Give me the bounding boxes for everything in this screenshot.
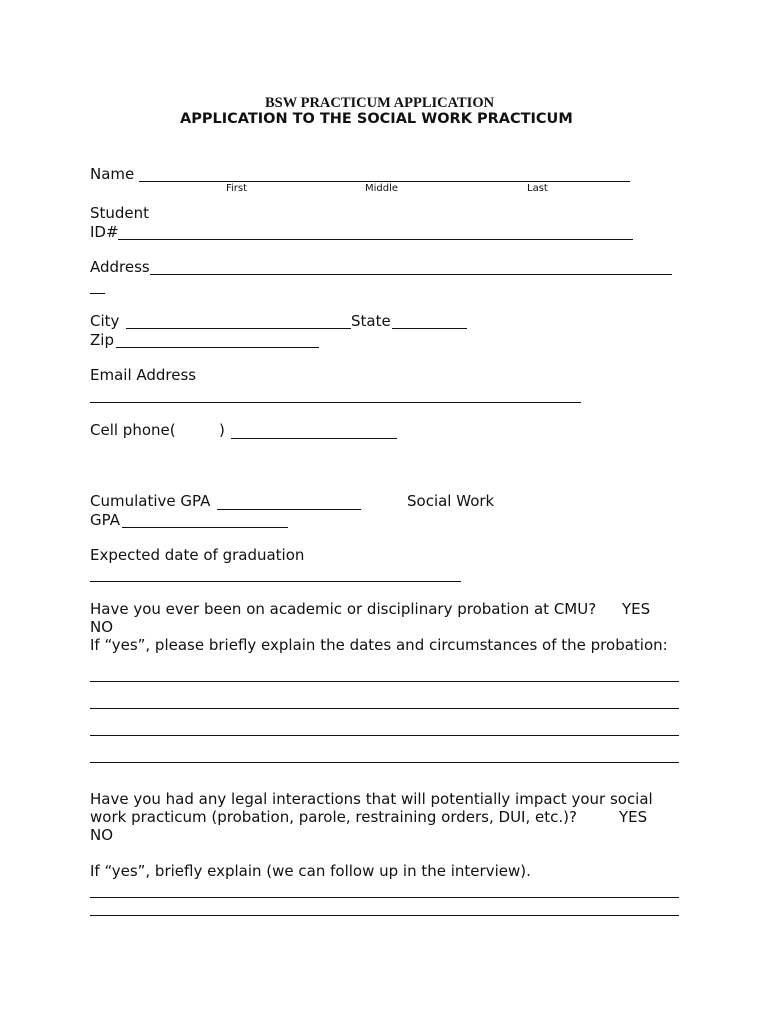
cumulative-gpa-field[interactable] bbox=[217, 509, 361, 510]
student-id-label-2: ID# bbox=[90, 223, 119, 241]
name-first-caption: First bbox=[226, 183, 248, 194]
legal-explain-line-2[interactable] bbox=[90, 915, 679, 916]
zip-field[interactable] bbox=[116, 347, 319, 348]
cell-phone-paren: ) bbox=[219, 421, 225, 439]
student-id-label-1: Student bbox=[90, 204, 150, 222]
name-field[interactable] bbox=[139, 181, 630, 182]
name-label: Name bbox=[90, 165, 135, 183]
address-field[interactable] bbox=[150, 274, 672, 275]
email-label: Email Address bbox=[90, 366, 197, 384]
student-id-field[interactable] bbox=[118, 239, 633, 240]
form-title: BSW PRACTICUM APPLICATION bbox=[265, 95, 495, 111]
probation-explain-line-3[interactable] bbox=[90, 735, 679, 736]
probation-explain-line-2[interactable] bbox=[90, 708, 679, 709]
name-middle-caption: Middle bbox=[365, 183, 399, 194]
probation-explain-line-1[interactable] bbox=[90, 681, 679, 682]
legal-question-line-2: work practicum (probation, parole, restraining orders, DUI, etc.)? bbox=[90, 808, 577, 826]
probation-explain-prompt: If “yes”, please briefly explain the dates and circumstances of the probation: bbox=[90, 636, 668, 654]
zip-label: Zip bbox=[90, 331, 114, 349]
state-label: State bbox=[351, 312, 391, 330]
probation-no-option[interactable]: NO bbox=[90, 618, 114, 636]
social-work-gpa-field[interactable] bbox=[122, 527, 288, 528]
legal-yes-option[interactable]: YES bbox=[619, 808, 648, 826]
graduation-label: Expected date of graduation bbox=[90, 546, 305, 564]
address-label: Address bbox=[90, 258, 150, 276]
legal-explain-line-1[interactable] bbox=[90, 897, 679, 898]
probation-yes-option[interactable]: YES bbox=[622, 600, 651, 618]
probation-explain-line-4[interactable] bbox=[90, 762, 679, 763]
graduation-field[interactable] bbox=[90, 581, 461, 582]
cell-phone-label: Cell phone( bbox=[90, 421, 176, 439]
social-work-gpa-label-2: GPA bbox=[90, 511, 120, 529]
cumulative-gpa-label: Cumulative GPA bbox=[90, 492, 211, 510]
cell-phone-field[interactable] bbox=[231, 438, 397, 439]
state-field[interactable] bbox=[392, 328, 467, 329]
city-field[interactable] bbox=[126, 328, 351, 329]
name-last-caption: Last bbox=[527, 183, 548, 194]
legal-no-option[interactable]: NO bbox=[90, 826, 114, 844]
social-work-gpa-label-1: Social Work bbox=[407, 492, 495, 510]
city-label: City bbox=[90, 312, 120, 330]
legal-explain-prompt: If “yes”, briefly explain (we can follow up in the interview). bbox=[90, 862, 531, 880]
email-field[interactable] bbox=[90, 402, 581, 403]
probation-question: Have you ever been on academic or disciplinary probation at CMU? bbox=[90, 600, 597, 618]
form-subtitle: APPLICATION TO THE SOCIAL WORK PRACTICUM bbox=[180, 111, 573, 127]
address-field-continuation[interactable] bbox=[90, 293, 105, 294]
legal-question-line-1: Have you had any legal interactions that will potentially impact your social bbox=[90, 790, 653, 808]
